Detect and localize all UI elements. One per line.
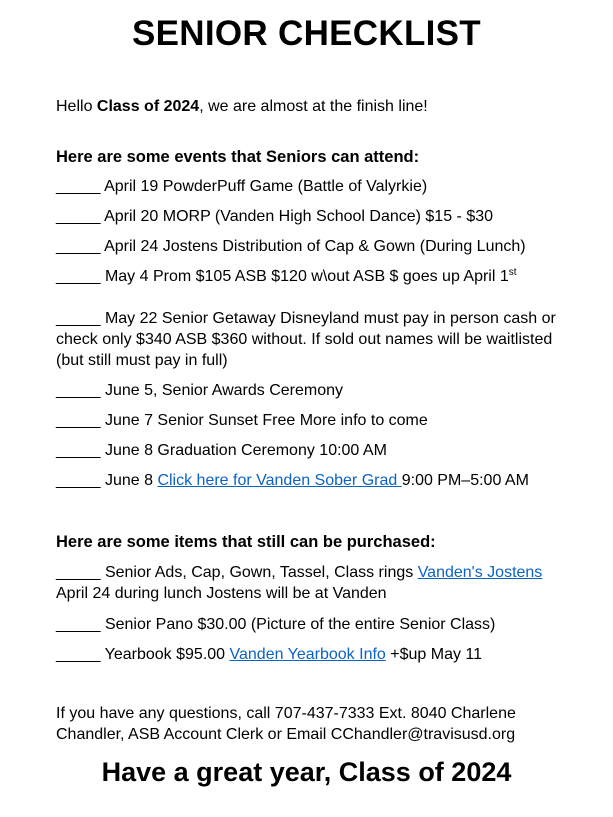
checkbox-blank: _____ (56, 442, 101, 459)
checkbox-blank: _____ (56, 646, 101, 663)
events-heading: Here are some events that Seniors can attend: (56, 148, 420, 166)
event-text: 9:00 PM–5:00 AM (401, 472, 529, 489)
checkbox-blank: _____ (56, 268, 101, 285)
event-text: May 22 Senior Getaway Disneyland must pay in person cash or check only $340 ASB $360 without. If sold out names will be waitlisted (but still must pay in full) (56, 310, 556, 369)
event-text: June 8 (100, 472, 158, 489)
event-text: April 19 PowderPuff Game (Battle of Valyrkie) (100, 178, 428, 195)
event-text: June 5, Senior Awards Ceremony (100, 382, 343, 399)
event-item (56, 308, 576, 371)
checkbox-blank: _____ (56, 238, 101, 255)
event-item (56, 470, 576, 491)
checkbox-blank: _____ (56, 208, 101, 225)
event-item (56, 176, 576, 197)
jostens-link[interactable]: Vanden's Jostens (417, 564, 543, 581)
event-item (56, 206, 576, 227)
item-text: +$up May 11 (385, 646, 483, 663)
closing-message: Have a great year, Class of 2024 (101, 757, 512, 787)
intro-greeting: Hello (56, 98, 97, 115)
checkbox-blank: _____ (56, 472, 101, 489)
item-text: Senior Pano $30.00 (Picture of the entire Senior Class) (100, 616, 496, 633)
event-superscript: st (508, 267, 517, 278)
yearbook-link[interactable]: Vanden Yearbook Info (229, 646, 386, 663)
event-item (56, 410, 576, 431)
items-heading: Here are some items that still can be purchased: (56, 533, 436, 551)
event-text: April 24 Jostens Distribution of Cap & Gown (During Lunch) (100, 238, 526, 255)
intro-line (56, 96, 576, 118)
checkbox-blank: _____ (56, 178, 101, 195)
event-text: June 8 Graduation Ceremony 10:00 AM (100, 442, 387, 459)
checkbox-blank: _____ (56, 382, 101, 399)
event-text: June 7 Senior Sunset Free More info to come (100, 412, 428, 429)
intro-class-name: Class of 2024 (96, 98, 200, 115)
checkbox-blank: _____ (56, 310, 101, 327)
intro-rest: , we are almost at the finish line! (199, 98, 428, 115)
purchase-item (56, 562, 576, 604)
item-text: April 24 during lunch Jostens will be at Vanden (56, 585, 387, 602)
checkbox-blank: _____ (56, 564, 101, 581)
page-title: SENIOR CHECKLIST (132, 14, 481, 53)
event-item (56, 440, 576, 461)
checkbox-blank: _____ (56, 616, 101, 633)
event-text: April 20 MORP (Vanden High School Dance) $15 - $30 (100, 208, 494, 225)
event-text: May 4 Prom $105 ASB $120 w\out ASB $ goes up April 1 (100, 268, 509, 285)
checkbox-blank: _____ (56, 412, 101, 429)
contact-info: If you have any questions, call 707-437-7333 Ext. 8040 Charlene Chandler, ASB Account Clerk or Email CChandler@travisusd.org (56, 705, 516, 743)
item-text: Yearbook $95.00 (100, 646, 230, 663)
event-item (56, 236, 576, 257)
event-item (56, 380, 576, 401)
event-item (56, 266, 576, 287)
purchase-item (56, 614, 576, 635)
sober-grad-link[interactable]: Click here for Vanden Sober Grad (157, 472, 402, 489)
purchase-item (56, 644, 576, 665)
item-text: Senior Ads, Cap, Gown, Tassel, Class rings (100, 564, 418, 581)
